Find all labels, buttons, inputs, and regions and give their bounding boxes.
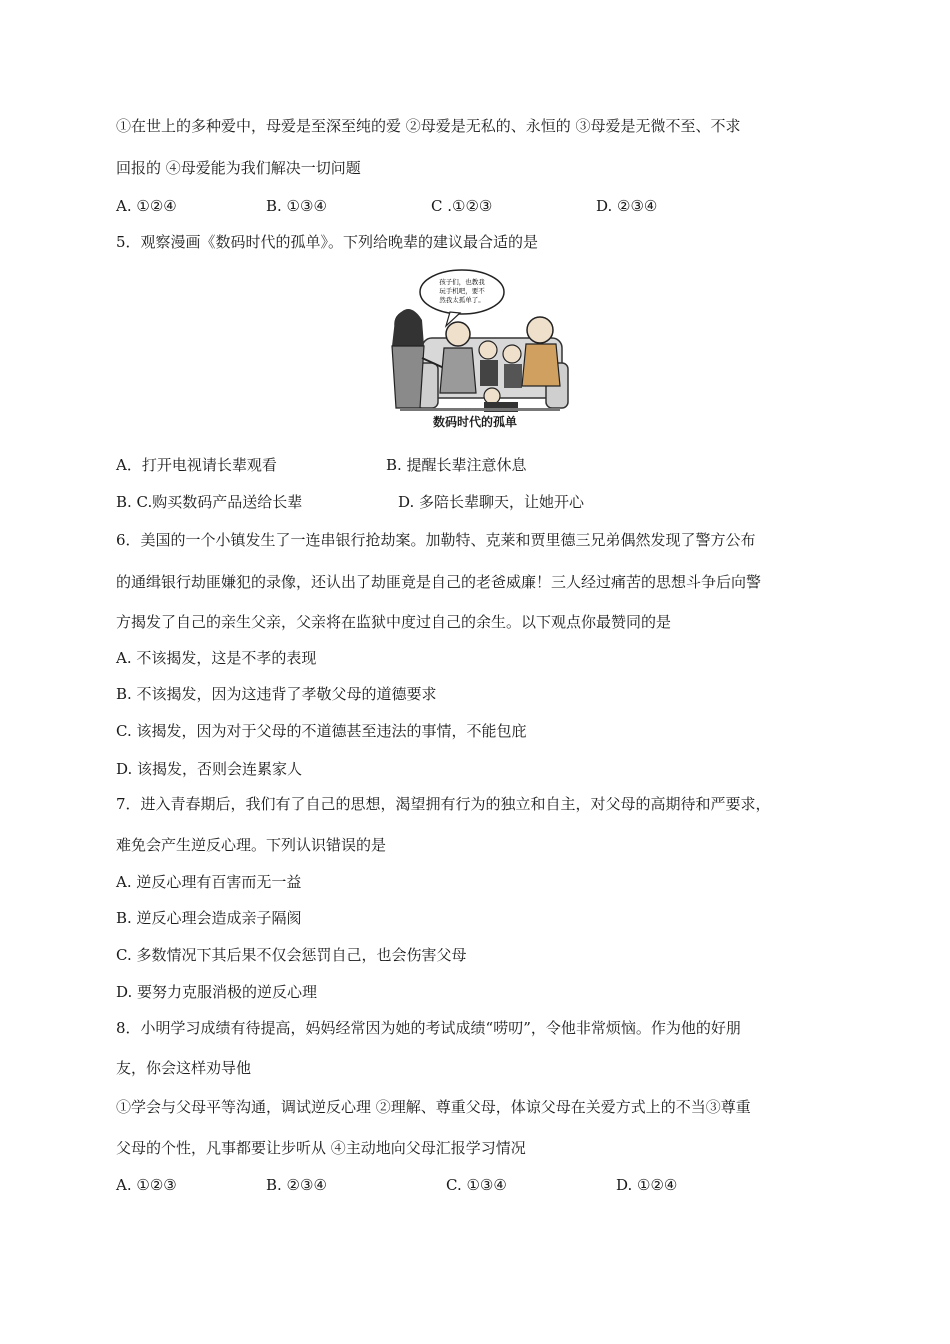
q4-option-d: D. ②③④ (596, 197, 658, 215)
q7-stem-line1: 7．进入青春期后，我们有了自己的思想，渴望拥有行为的独立和自主，对父母的高期待和严要求， (116, 795, 771, 813)
q7-stem-line2: 难免会产生逆反心理。下列认识错误的是 (116, 836, 387, 854)
q5-option-b: B. 提醒长辈注意休息 (386, 456, 527, 474)
q6-stem-line2: 的通缉银行劫匪嫌犯的录像，还认出了劫匪竟是自己的老爸威廉！三人经过痛苦的思想斗争后向警 (116, 573, 762, 591)
q6-stem-line1: 6．美国的一个小镇发生了一连串银行抢劫案。加勒特、克莱和贾里德三兄弟偶然发现了警方公布 (116, 531, 756, 549)
q8-statement-line2: 父母的个性，凡事都要让步听从 ④主动地向父母汇报学习情况 (116, 1139, 526, 1157)
q6-option-d: D. 该揭发，否则会连累家人 (116, 760, 303, 778)
q7-option-a: A. 逆反心理有百害而无一益 (116, 873, 302, 891)
q8-option-b: B. ②③④ (266, 1176, 327, 1194)
speech-line-3: 然我太孤单了。 (439, 296, 485, 304)
q8-stem-line2: 友，你会这样劝导他 (116, 1059, 252, 1077)
q4-statement-line1: ①在世上的多种爱中，母爱是至深至纯的爱 ②母爱是无私的、永恒的 ③母爱是无微不至、不求 (116, 117, 741, 135)
q6-option-b: B. 不该揭发，因为这违背了孝敬父母的道德要求 (116, 685, 437, 703)
q5-option-d: D. 多陪长辈聊天，让她开心 (398, 493, 585, 511)
q8-option-c: C. ①③④ (446, 1176, 507, 1194)
q7-option-b: B. 逆反心理会造成亲子隔阂 (116, 909, 302, 927)
speech-line-2: 玩手机吧，要不 (439, 287, 485, 295)
q6-option-c: C. 该揭发，因为对于父母的不道德甚至违法的事情，不能包庇 (116, 722, 527, 740)
cartoon-caption: 数码时代的孤单 (432, 415, 517, 429)
q6-option-a: A. 不该揭发，这是不孝的表现 (116, 649, 317, 667)
q8-stem-line1: 8．小明学习成绩有待提高，妈妈经常因为她的考试成绩“唠叨”，令他非常烦恼。作为他的好朋 (116, 1019, 741, 1037)
q6-stem-line3: 方揭发了自己的亲生父亲，父亲将在监狱中度过自己的余生。以下观点你最赞同的是 (116, 613, 672, 631)
q7-option-d: D. 要努力克服消极的逆反心理 (116, 983, 318, 1001)
q5-stem: 5．观察漫画《数码时代的孤单》。下列给晚辈的建议最合适的是 (116, 233, 539, 251)
q4-option-b: B. ①③④ (266, 197, 327, 215)
q8-option-d: D. ①②④ (616, 1176, 678, 1194)
q7-option-c: C. 多数情况下其后果不仅会惩罚自己，也会伤害父母 (116, 946, 467, 964)
speech-line-1: 孩子们，也教我 (439, 278, 485, 286)
q4-option-a: A. ①②④ (116, 197, 177, 215)
q5-option-b-c: B. C.购买数码产品送给长辈 (116, 493, 303, 511)
q5-option-a: A．打开电视请长辈观看 (116, 456, 277, 474)
q4-statement-line2: 回报的 ④母爱能为我们解决一切问题 (116, 159, 361, 177)
q8-statement-line1: ①学会与父母平等沟通，调试逆反心理 ②理解、尊重父母，体谅父母在关爱方式上的不当③尊重 (116, 1098, 751, 1116)
q4-option-c: C .①②③ (431, 197, 493, 215)
q8-option-a: A. ①②③ (116, 1176, 177, 1194)
